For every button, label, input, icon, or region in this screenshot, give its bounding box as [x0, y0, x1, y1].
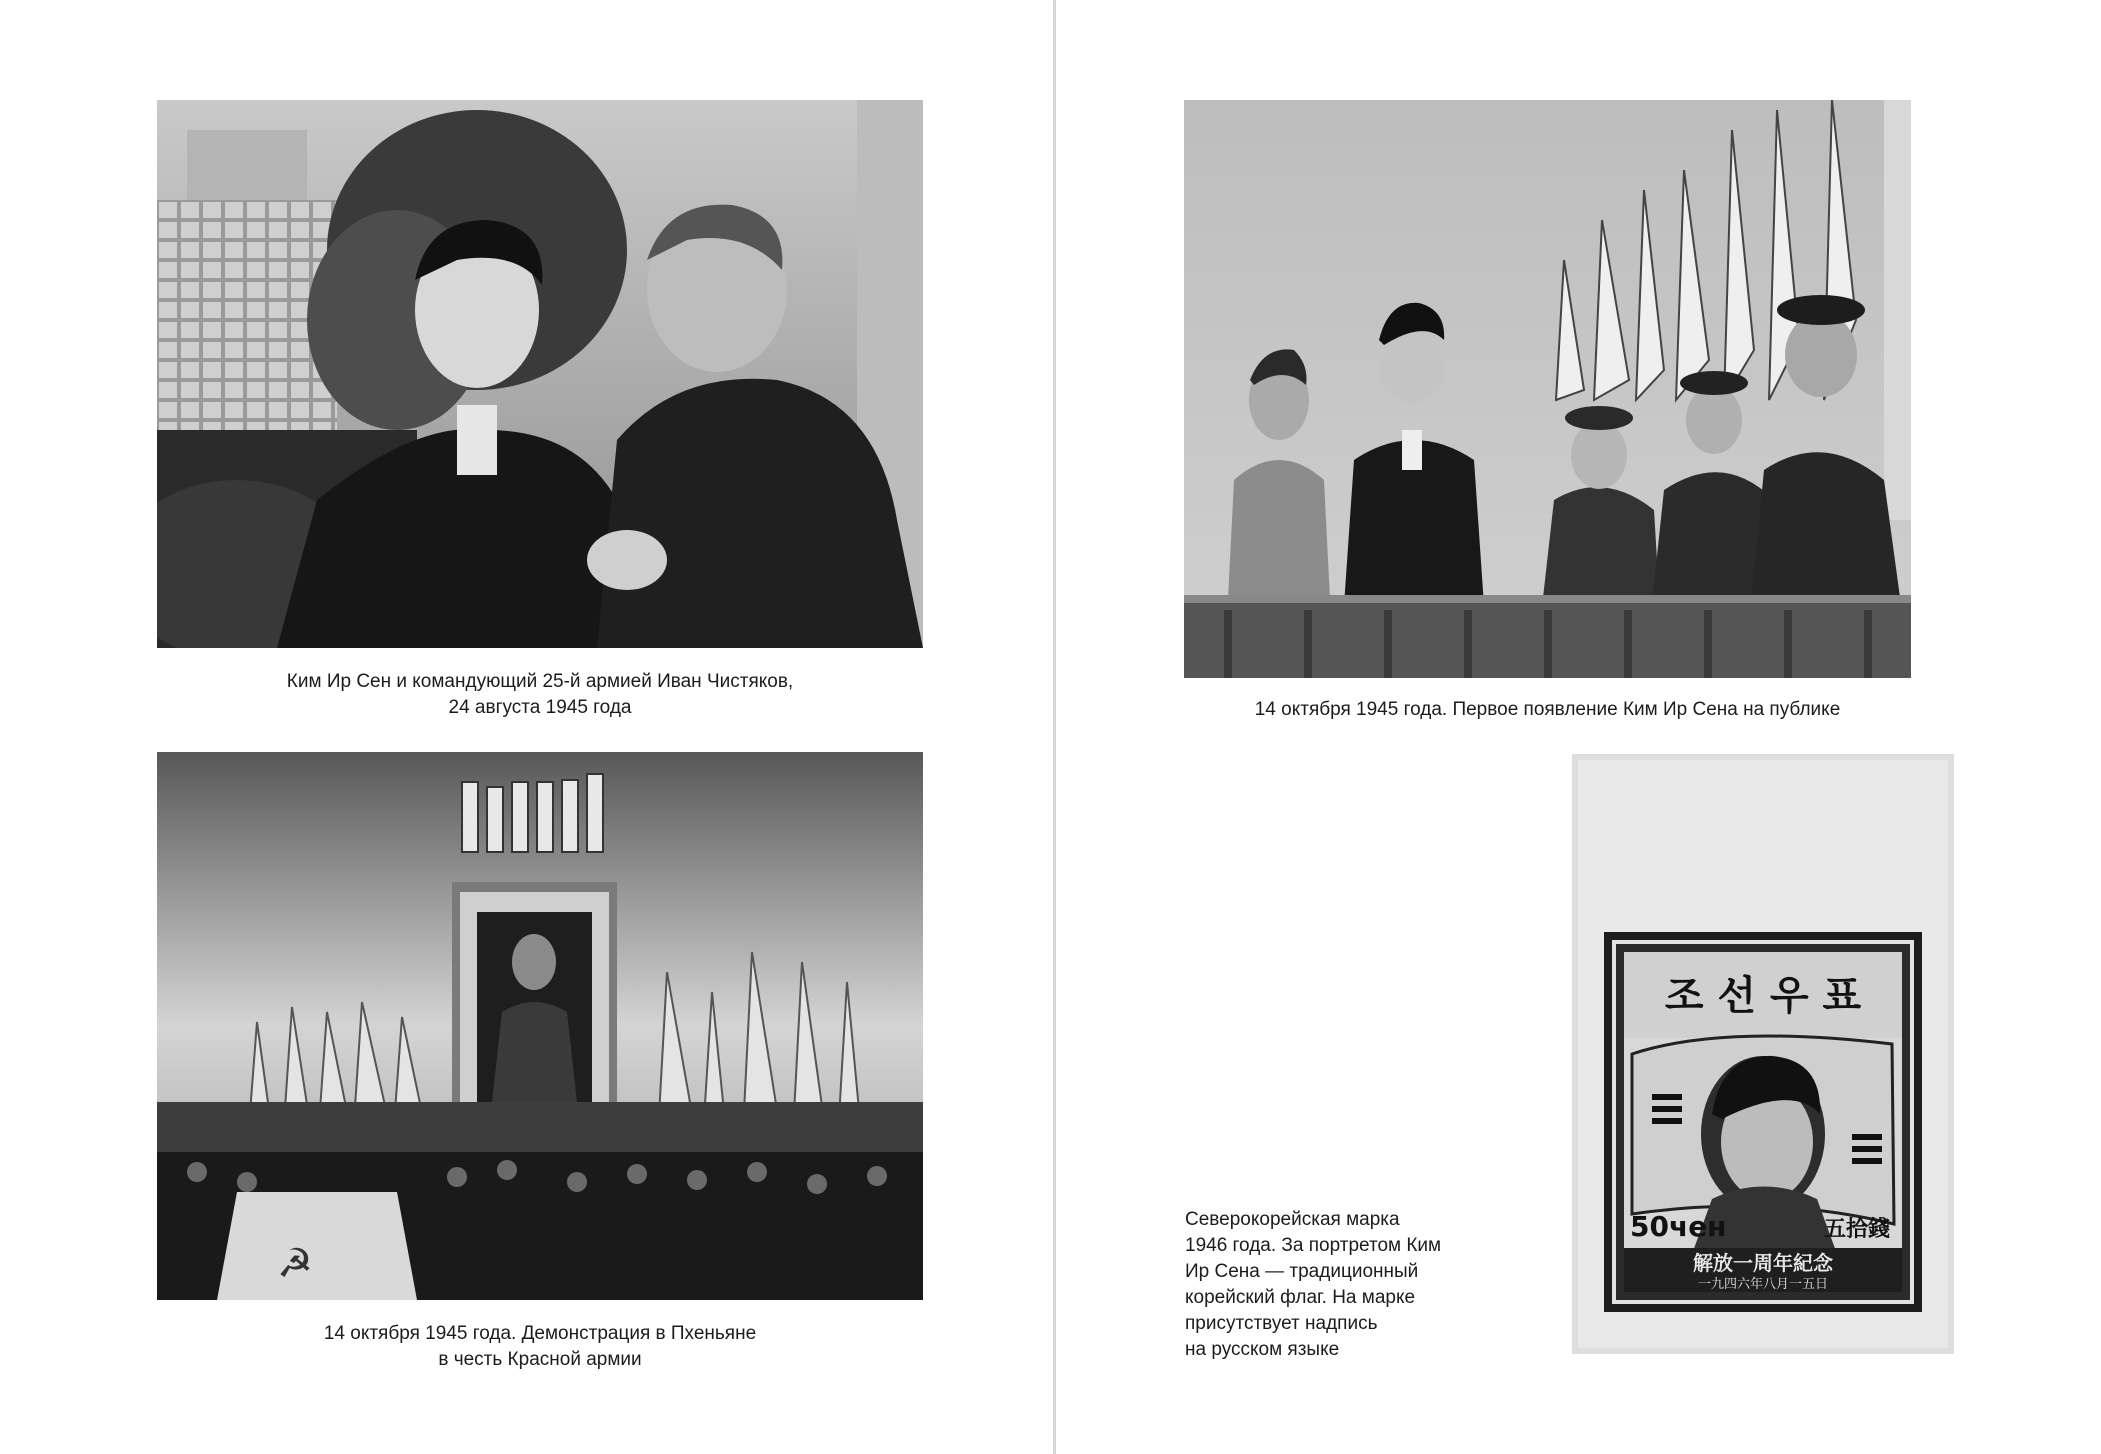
photo-first-public-appearance	[1184, 100, 1911, 678]
right-page	[1056, 0, 2101, 1454]
caption-line: Ким Ир Сен и командующий 25-й армией Иван Чистяков,	[286, 671, 794, 692]
caption-kim-and-chistyakov	[157, 669, 923, 721]
caption-stamp	[1185, 1207, 1505, 1363]
stamp-1946	[1572, 754, 1954, 1354]
stamp-right-text: 五拾錢	[1824, 1217, 1891, 1242]
caption-line: Северокорейская марка	[1185, 1209, 1400, 1230]
stamp-value-text: 50чен	[1630, 1210, 1727, 1243]
caption-first-public-appearance	[1184, 697, 1911, 723]
stamp-top-text: 조 선 우 표	[1664, 973, 1862, 1019]
photo-first-public-appearance-image	[1184, 100, 1911, 678]
caption-line: 14 октября 1945 года. Демонстрация в Пхеньяне	[323, 1323, 757, 1344]
stamp-1946-image	[1572, 754, 1954, 1354]
caption-demonstration-pyongyang	[157, 1321, 923, 1373]
photo-demonstration-pyongyang-image	[157, 752, 923, 1300]
svg-text:☭: ☭	[277, 1241, 313, 1287]
photo-kim-and-chistyakov-image	[157, 100, 923, 648]
photo-demonstration-pyongyang	[157, 752, 923, 1300]
caption-line: корейский флаг. На марке	[1185, 1287, 1416, 1308]
caption-line: 24 августа 1945 года	[448, 697, 632, 718]
caption-line: присутствует надпись	[1185, 1313, 1378, 1334]
caption-line: на русском языке	[1185, 1339, 1340, 1360]
stamp-date-text: 一九四六年八月一五日	[1697, 1277, 1829, 1292]
caption-line: 1946 года. За портретом Ким	[1185, 1235, 1442, 1256]
caption-line: в честь Красной армии	[438, 1349, 642, 1370]
caption-line: Ир Сена — традиционный	[1185, 1261, 1419, 1282]
photo-kim-and-chistyakov	[157, 100, 923, 648]
stamp-bottom-text: 解放一周年紀念	[1693, 1251, 1833, 1275]
caption-line: 14 октября 1945 года. Первое появление Ким Ир Сена на публике	[1254, 699, 1841, 720]
